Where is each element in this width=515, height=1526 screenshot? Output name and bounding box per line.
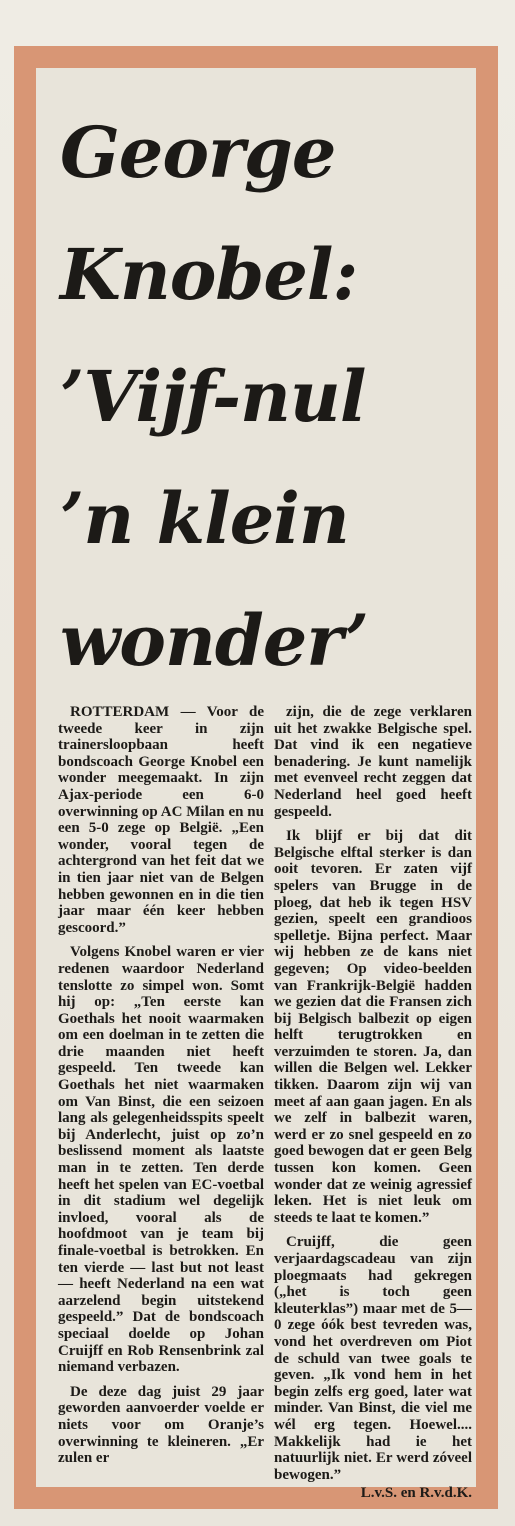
- headline-line: ’Vijf-nul: [60, 355, 366, 438]
- article-paragraph: De deze dag juist 29 jaar geworden aanvoerder voelde er niets voor om Oranje’s overwinning te kleineren. „Er zulen er: [58, 1383, 264, 1467]
- article-paragraph: Volgens Knobel waren er vier redenen waardoor Nederland tenslotte zo simpel won. Somt hij op: „Ten eerste kan Goethals het nooit waarmaken om een doelman in te zetten die drie maanden niet heeft gespeeld. Ten tweede kan Goethals het niet waarmaken om Van Binst, die een seizoen lang als gelegenheidsspits speelt bij Anderlecht, juist op zo’n beslissend moment als laatste man in te zetten. Ten derde heeft het spelen van EC-voetbal in dit stadium wel degelijk invloed, vooral als de hoofdmoot van je team bij finale-voetbal is betrokken. En ten vierde — last but not least — heeft Nederland na een wat aarzelend begin uitstekend gespeeld.” Dat de bondscoach speciaal doelde op Johan Cruijff en Rob Rensenbrink zal niemand verbazen.: [58, 944, 264, 1376]
- article-column-left: [58, 704, 264, 1467]
- article-column-right: [274, 704, 472, 1502]
- article-paragraph: ROTTERDAM — Voor de tweede keer in zijn trainersloopbaan heeft bondscoach George Knobel een wonder meegemaakt. In zijn Ajax-periode een 6-0 overwinning op AC Milan en nu een 5-0 zege op België. „Een wonder, vooral tegen de achtergrond van het feit dat we in tien jaar niet van de Belgen hebben gewonnen en in die tien jaar maar één keer hebben gescoord.”: [58, 704, 264, 936]
- article-paragraph: Ik blijf er bij dat dit Belgische elftal sterker is dan ooit tevoren. Er zaten vijf spelers van Brugge in de ploeg, dat heb ik tegen HSV gezien, speelt een grandioos spelletje. Bijna perfect. Maar wij hebben ze de kans niet gegeven; Op video-beelden van Frankrijk-België hadden we gezien dat die Fransen zich bij Belgisch balbezit op eigen helft terugtrokken en verzuimden te storen. Ja, dan willen die Belgen wel. Lekker tikken. Daarom zijn wij van meet af aan gaan jagen. En als we zelf in balbezit waren, werd er zo snel gespeeld en zo goed bewogen dat er geen Belg tussen kon komen. Geen wonder dat ze weinig agressief leken. Het is niet leuk om steeds te laat te komen.”: [274, 828, 472, 1226]
- headline-line: wonder’: [60, 599, 369, 682]
- headline-line: Knobel:: [60, 233, 358, 316]
- article-paragraph: zijn, die de zege verklaren uit het zwakke Belgische spel. Dat vind ik een negatieve benadering. Je kunt namelijk met evenveel recht zeggen dat Nederland heel goed heeft gespeeld.: [274, 704, 472, 820]
- headline-line: ’n klein: [60, 477, 349, 560]
- headline: [60, 92, 480, 702]
- headline-line: George: [60, 111, 336, 194]
- article-paragraph: Cruijff, die geen verjaardagscadeau van zijn ploegmaats had gekregen („het is toch geen kleuterklas”) maar met de 5—0 zege óók best tevreden was, vond het overdreven om Piot de schuld van twee goals te geven. „Ik vond hem in het begin zelfs erg goed, later wat minder. Van Binst, die viel me wél erg tegen. Hoewel.... Makkelijk had ie het natuurlijk niet. Er werd zóveel bewogen.”: [274, 1234, 472, 1483]
- author-signature: L.v.S. en R.v.d.K.: [360, 1485, 472, 1502]
